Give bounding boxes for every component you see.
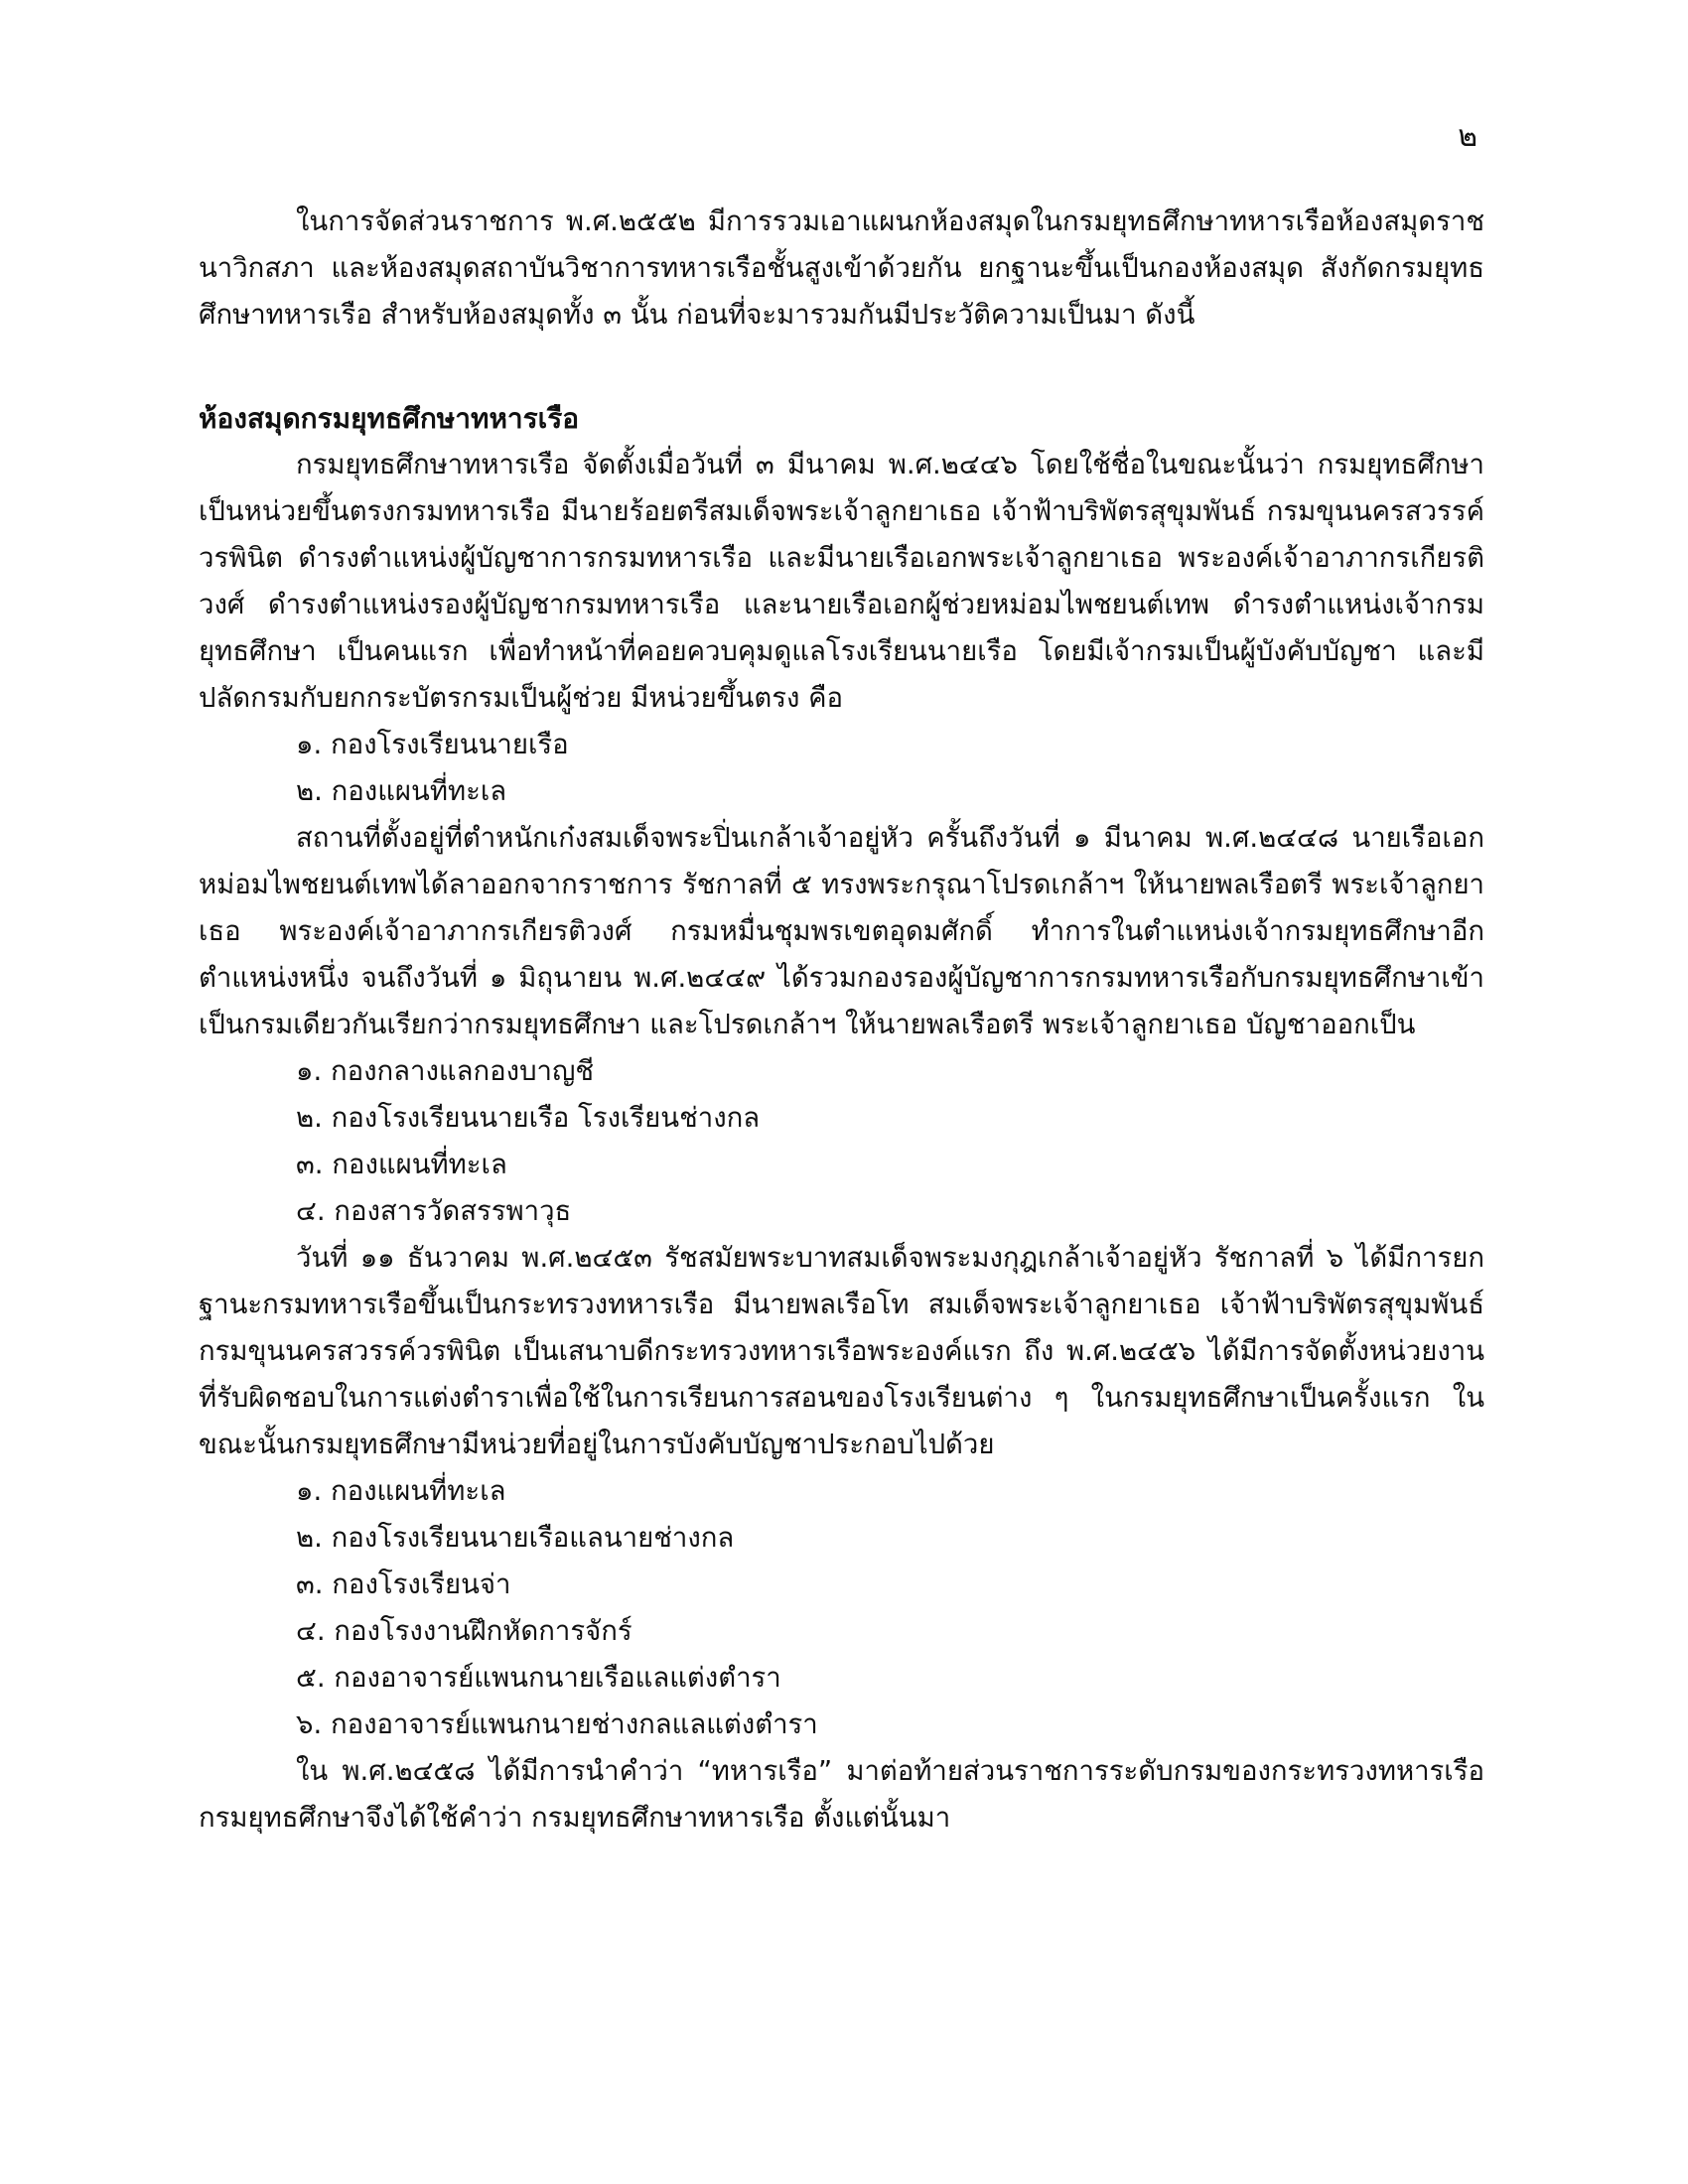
body-paragraph-4: ใน พ.ศ.๒๔๕๘ ได้มีการนำคำว่า “ทหารเรือ” มาต่อท้ายส่วนราชการระดับกรมของกระทรวงทหารเรือ กรมยุทธศึกษาจึงได้ใช้คำว่า กรมยุทธศึกษาทหารเรือ ตั้งแต่นั้นมา	[199, 1755, 1484, 1834]
document-body	[199, 199, 1484, 1842]
unit-list-1	[199, 722, 1484, 815]
unit-list-2	[199, 1048, 1484, 1235]
list-item: ๓. กองแผนที่ทะเล	[296, 1149, 507, 1180]
body-paragraph-1: กรมยุทธศึกษาทหารเรือ จัดตั้งเมื่อวันที่ ๓ มีนาคม พ.ศ.๒๔๔๖ โดยใช้ชื่อในขณะนั้นว่า กรมยุทธศึกษา เป็นหน่วยขึ้นตรงกรมทหารเรือ มีนายร้อยตรีสมเด็จพระเจ้าลูกยาเธอ เจ้าฟ้าบริพัตรสุขุมพันธ์ กรมขุนนครสวรรค์วรพินิต ดำรงตำแหน่งผู้บัญชาการกรมทหารเรือ และมีนายเรือเอกพระเจ้าลูกยาเธอ พระองค์เจ้าอาภากรเกียรติวงศ์ ดำรงตำแหน่งรองผู้บัญชากรมทหารเรือ และนายเรือเอกผู้ช่วยหม่อมไพชยนต์เทพ ดำรงตำแหน่งเจ้ากรมยุทธศึกษา เป็นคนแรก เพื่อทำหน้าที่คอยควบคุมดูแลโรงเรียนนายเรือ โดยมีเจ้ากรมเป็นผู้บังคับบัญชา และมีปลัดกรมกับยกกระบัตรกรมเป็นผู้ช่วย มีหน่วยขึ้นตรง คือ	[199, 449, 1484, 714]
list-item: ๖. กองอาจารย์แพนกนายช่างกลแลแต่งตำรา	[296, 1708, 818, 1740]
list-item: ๒. กองโรงเรียนนายเรือ โรงเรียนช่างกล	[296, 1102, 761, 1134]
body-paragraph-3: วันที่ ๑๑ ธันวาคม พ.ศ.๒๔๕๓ รัชสมัยพระบาทสมเด็จพระมงกุฎเกล้าเจ้าอยู่หัว รัชกาลที่ ๖ ได้มีการยกฐานะกรมทหารเรือขึ้นเป็นกระทรวงทหารเรือ มีนายพลเรือโท สมเด็จพระเจ้าลูกยาเธอ เจ้าฟ้าบริพัตรสุขุมพันธ์ กรมขุนนครสวรรค์วรพินิต เป็นเสนาบดีกระทรวงทหารเรือพระองค์แรก ถึง พ.ศ.๒๔๕๖ ได้มีการจัดตั้งหน่วยงานที่รับผิดชอบในการแต่งตำราเพื่อใช้ในการเรียนการสอนของโรงเรียนต่าง ๆ ในกรมยุทธศึกษาเป็นครั้งแรก ในขณะนั้นกรมยุทธศึกษามีหน่วยที่อยู่ในการบังคับบัญชาประกอบไปด้วย	[199, 1242, 1484, 1460]
unit-list-3	[199, 1468, 1484, 1748]
list-item: ๔. กองโรงงานฝึกหัดการจักร์	[296, 1615, 633, 1647]
list-item: ๒. กองแผนที่ทะเล	[296, 775, 507, 807]
list-item: ๔. กองสารวัดสรรพาวุธ	[296, 1195, 572, 1227]
list-item: ๑. กองกลางแลกองบาญชี	[296, 1055, 595, 1087]
body-paragraph-2: สถานที่ตั้งอยู่ที่ตำหนักเก๋งสมเด็จพระปิ่นเกล้าเจ้าอยู่หัว ครั้นถึงวันที่ ๑ มีนาคม พ.ศ.๒๔๔๘ นายเรือเอกหม่อมไพชยนต์เทพได้ลาออกจากราชการ รัชกาลที่ ๕ ทรงพระกรุณาโปรดเกล้าฯ ให้นายพลเรือตรี พระเจ้าลูกยาเธอ พระองค์เจ้าอาภากรเกียรติวงศ์ กรมหมื่นชุมพรเขตอุดมศักดิ์ ทำการในตำแหน่งเจ้ากรมยุทธศึกษาอีกตำแหน่งหนึ่ง จนถึงวันที่ ๑ มิถุนายน พ.ศ.๒๔๔๙ ได้รวมกองรองผู้บัญชาการกรมทหารเรือกับกรมยุทธศึกษาเข้าเป็นกรมเดียวกันเรียกว่ากรมยุทธศึกษา และโปรดเกล้าฯ ให้นายพลเรือตรี พระเจ้าลูกยาเธอ บัญชาออกเป็น	[199, 822, 1484, 1040]
page-number: ๒	[1458, 119, 1477, 154]
list-item: ๕. กองอาจารย์แพนกนายเรือแลแต่งตำรา	[296, 1662, 781, 1694]
list-item: ๑. กองแผนที่ทะเล	[296, 1475, 506, 1507]
list-item: ๑. กองโรงเรียนนายเรือ	[296, 729, 569, 760]
intro-paragraph: ในการจัดส่วนราชการ พ.ศ.๒๕๕๒ มีการรวมเอาแผนกห้องสมุดในกรมยุทธศึกษาทหารเรือห้องสมุดราชนาวิกสภา และห้องสมุดสถาบันวิชาการทหารเรือชั้นสูงเข้าด้วยกัน ยกฐานะขึ้นเป็นกองห้องสมุด สังกัดกรมยุทธศึกษาทหารเรือ สำหรับห้องสมุดทั้ง ๓ นั้น ก่อนที่จะมารวมกันมีประวัติความเป็นมา ดังนี้	[199, 205, 1484, 331]
list-item: ๓. กองโรงเรียนจ่า	[296, 1569, 511, 1600]
list-item: ๒. กองโรงเรียนนายเรือแลนายช่างกล	[296, 1522, 735, 1554]
section-heading: ห้องสมุดกรมยุทธศึกษาทหารเรือ	[199, 402, 580, 435]
